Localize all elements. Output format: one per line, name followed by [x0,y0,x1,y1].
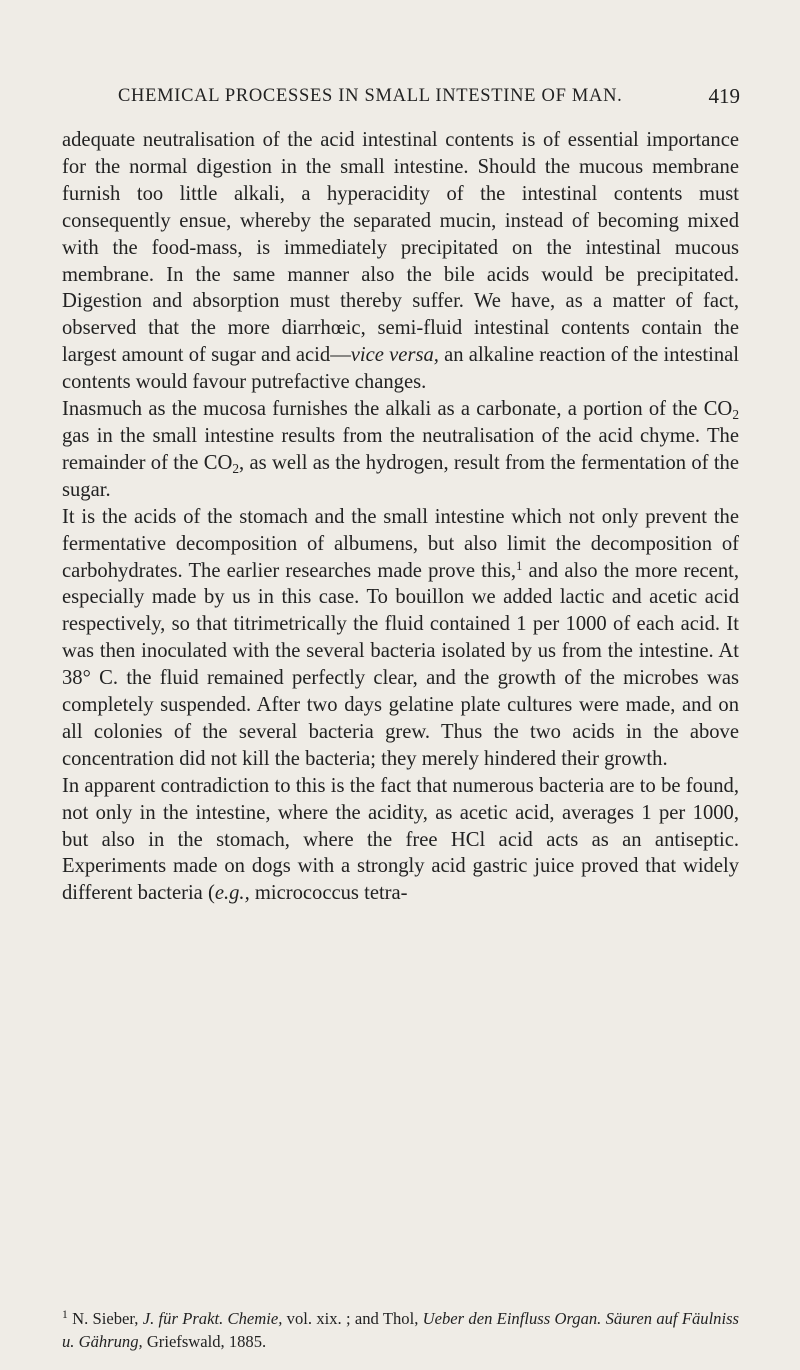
paragraph-4-text: In apparent contradiction to this is the fact that numerous bacteria are to be found, not only in the intestine, where the acidity, as acetic acid, averages 1 per 1000, but also in the stomach, where the free HCl acid acts as an antiseptic. Experiments made on dogs with a strongly acid gastric juice proved that widely different bacteria ( [62,774,739,905]
subscript-2: 2 [732,407,739,423]
paragraph-4 [62,773,739,908]
paragraph-1-text: adequate neutralisation of the acid intestinal contents is of essential importance for the normal digestion in the small intestine. Should the mucous membrane furnish too little alkali, a hyperacidity of the intestinal contents must consequently ensue, whereby the separated mucin, instead of becoming mixed with the food-mass, is immediately precipitated on the intestinal mucous membrane. In the same manner also the bile acids would be precipitated. Digestion and absorption must thereby suffer. We have, as a matter of fact, observed that the more diarrhœic, semi-fluid intestinal contents contain the largest amount of sugar and acid— [62,129,739,367]
footnote-title: Ueber den Einfluss Organ. Säuren auf Fäulniss u. Gährung, [62,1309,739,1351]
footnote-mark: 1 [62,1308,68,1322]
footnote-reference: 1 [516,558,523,573]
running-head: CHEMICAL PROCESSES IN SMALL INTESTINE OF MAN. [118,86,623,106]
page-number: 419 [708,84,740,108]
italic-eg: e.g., [214,882,250,905]
paragraph-2 [62,396,739,504]
body-text [62,127,739,907]
footnote [62,1308,739,1353]
paragraph-3-text-end: and also the more recent, especially made by us in this case. To bouillon we added lactic and acetic acid respectively, so that titrimetrically the fluid contained 1 per 1000 of each acid. It was then inoculated with the several bacteria isolated by us from the intestine. At 38° C. the fluid remained perfectly clear, and the growth of the microbes was completely suspended. After two days gelatine plate cultures were made, and on all colonies of the several bacteria grew. Thus the two acids in the above concentration did not kill the bacteria; they merely hindered their growth. [62,559,739,770]
page-header [118,84,740,110]
paragraph-1 [62,127,739,396]
paragraph-4-text-end: micrococcus tetra- [249,882,408,905]
paragraph-3-text: It is the acids of the stomach and the small intestine which not only prevent the fermentative decomposition of albumens, but also limit the decomposition of carbohydrates. The earlier researches made prove this, [62,505,739,582]
footnote-author: N. Sieber, [67,1309,143,1328]
paragraph-2-text: Inasmuch as the mucosa furnishes the alkali as a carbonate, a portion of the CO [62,398,733,421]
subscript-2: 2 [232,460,240,476]
footnote-volume: vol. xix. ; and Thol, [282,1309,423,1328]
footnote-place-year: Griefswald, 1885. [142,1331,267,1351]
italic-vice-versa: vice versa, [350,344,439,367]
paragraph-2-text-mid: gas in the small intestine results from the neutralisation of the acid chyme. The remainder of the CO [62,424,739,474]
footnote-journal: J. für Prakt. Chemie, [142,1309,283,1328]
paragraph-3 [62,504,739,773]
paragraph-2-text-end: , as well as the hydrogen, result from the fermentation of the sugar. [62,451,739,501]
paragraph-1-text-end: an alkaline reaction of the intestinal contents would favour putrefactive changes. [62,344,739,394]
